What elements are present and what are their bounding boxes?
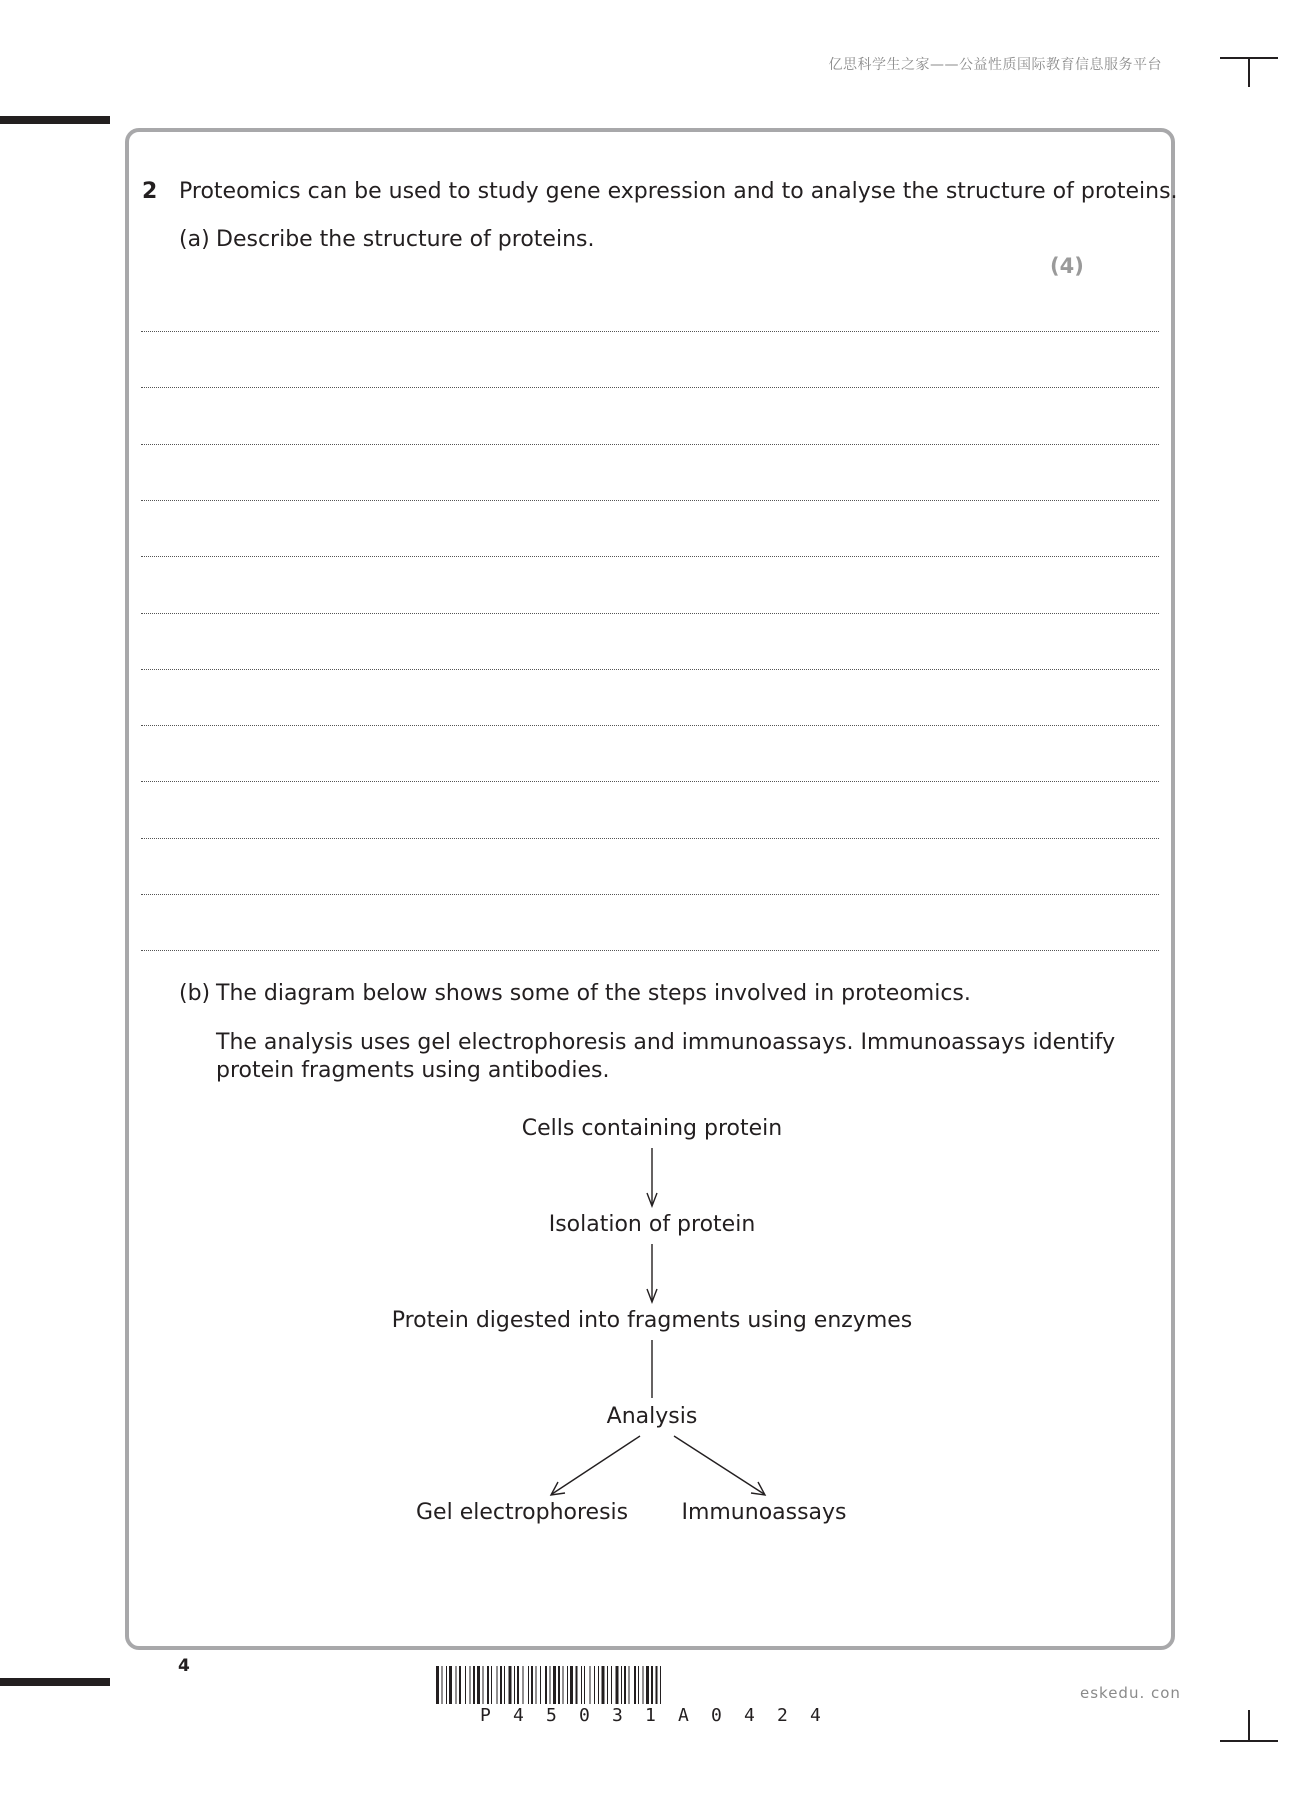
barcode-bar — [523, 1666, 524, 1704]
barcode-bar — [558, 1666, 560, 1704]
diagram-step-analysis: Analysis — [606, 1404, 698, 1429]
barcode-digit: 5 — [546, 1705, 557, 1726]
barcode-bar — [660, 1666, 661, 1704]
barcode-bar — [456, 1666, 457, 1704]
barcode-bar — [563, 1666, 564, 1704]
barcode-digit: 1 — [645, 1705, 656, 1726]
barcode-bar — [449, 1666, 452, 1704]
barcode-bar — [470, 1666, 471, 1704]
barcode-bar — [602, 1666, 605, 1704]
barcode-bar — [528, 1666, 529, 1704]
diagram-step-isolation: Isolation of protein — [548, 1212, 756, 1237]
barcode-bar — [540, 1666, 541, 1704]
barcode-bar — [598, 1666, 599, 1704]
barcode-bar — [629, 1666, 630, 1704]
barcode-bar — [487, 1666, 489, 1704]
barcode-bar — [483, 1666, 484, 1704]
barcode-bar — [459, 1666, 461, 1704]
question-number: 2 — [142, 179, 158, 204]
barcode-bar — [594, 1666, 595, 1704]
barcode-digit: 0 — [711, 1705, 722, 1726]
barcode-bar — [576, 1666, 578, 1704]
arrow-analysis-to-gel — [552, 1436, 640, 1494]
barcode-digits — [480, 1705, 843, 1726]
part-a-marks: (4) — [1050, 254, 1084, 278]
barcode-bar — [607, 1666, 608, 1704]
diagram-step-digestion: Protein digested into fragments using enzymes — [391, 1308, 913, 1333]
barcode-bar — [643, 1666, 644, 1704]
barcode-bar — [536, 1666, 537, 1704]
barcode-bar — [446, 1666, 447, 1704]
barcode-bar — [656, 1666, 658, 1704]
barcode-bar — [504, 1666, 505, 1704]
barcode-bar — [646, 1666, 649, 1704]
barcode-digit: 0 — [579, 1705, 590, 1726]
barcode-bar — [514, 1666, 515, 1704]
barcode-digit: 3 — [612, 1705, 623, 1726]
barcode-digit: 2 — [777, 1705, 788, 1726]
barcode-digit: 4 — [744, 1705, 755, 1726]
barcode-bar — [567, 1666, 568, 1704]
barcode-bar — [517, 1666, 519, 1704]
barcode-bar — [584, 1666, 585, 1704]
barcode-bar — [491, 1666, 492, 1704]
part-b-label: (b) — [179, 981, 211, 1006]
barcode-bar — [570, 1666, 573, 1704]
header-source-text: 亿思科学生之家——公益性质国际教育信息服务平台 — [828, 57, 1162, 73]
barcode-bar — [550, 1666, 551, 1704]
barcode-bar — [611, 1666, 612, 1704]
question-stem: Proteomics can be used to study gene expression and to analyse the structure of proteins. — [179, 179, 1178, 204]
barcode-bar — [509, 1666, 512, 1704]
part-b-paragraph-line1: The analysis uses gel electrophoresis and immunoassays. Immunoassays identify — [216, 1030, 1116, 1055]
barcode-bar — [473, 1666, 475, 1704]
barcode — [434, 1666, 870, 1706]
barcode-bar — [442, 1666, 443, 1704]
barcode-bar — [465, 1666, 466, 1704]
part-b-text: The diagram below shows some of the steps involved in proteomics. — [216, 981, 971, 1006]
diagram-branch-gel: Gel electrophoresis — [416, 1500, 629, 1525]
barcode-bar — [581, 1666, 582, 1704]
barcode-bar — [497, 1666, 498, 1704]
barcode-bar — [590, 1666, 591, 1704]
barcode-bar — [624, 1666, 626, 1704]
barcode-digit: 4 — [513, 1705, 524, 1726]
barcode-digit: A — [678, 1705, 689, 1726]
barcode-bar — [651, 1666, 653, 1704]
diagram-branch-immunoassays: Immunoassays — [681, 1500, 847, 1525]
part-b-paragraph-line2: protein fragments using antibodies. — [216, 1058, 610, 1083]
barcode-bar — [638, 1666, 639, 1704]
barcode-bar — [477, 1666, 480, 1704]
barcode-digit: 4 — [810, 1705, 821, 1726]
barcode-bar — [621, 1666, 622, 1704]
barcode-bar — [634, 1666, 636, 1704]
barcode-bar — [616, 1666, 619, 1704]
footer-site-text: eskedu. con — [1080, 1684, 1181, 1702]
barcode-bar — [436, 1666, 439, 1704]
barcode-digit: P — [480, 1705, 491, 1726]
barcode-bar — [531, 1666, 533, 1704]
diagram-step-cells: Cells containing protein — [521, 1116, 783, 1141]
barcode-bar — [500, 1666, 502, 1704]
barcode-bar — [553, 1666, 556, 1704]
part-a-text: Describe the structure of proteins. — [216, 227, 595, 252]
page-number: 4 — [178, 1656, 190, 1676]
part-a-label: (a) — [179, 227, 210, 252]
barcode-bar — [545, 1666, 547, 1704]
arrow-analysis-to-immunoassays — [674, 1436, 764, 1494]
